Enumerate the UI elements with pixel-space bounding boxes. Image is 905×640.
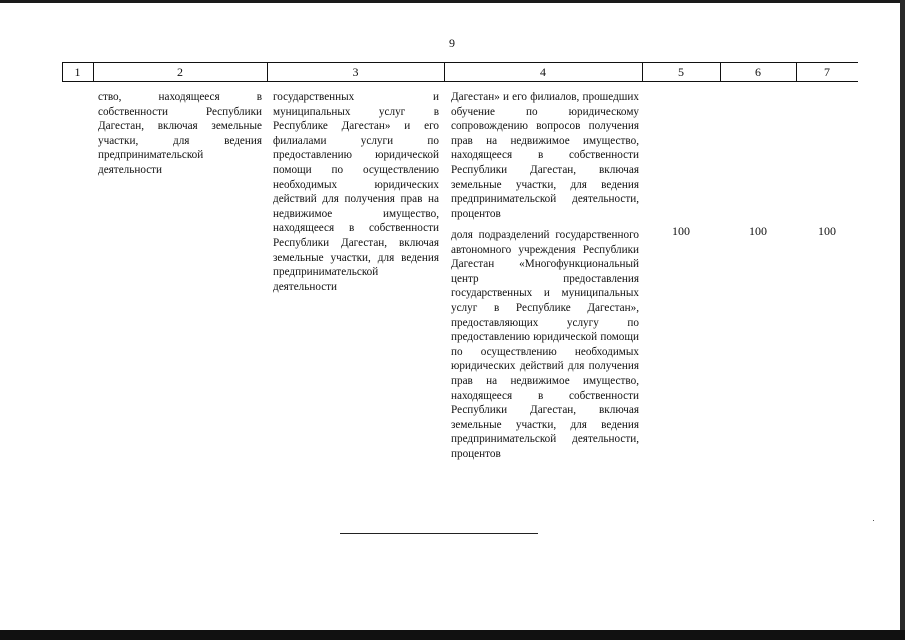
cell-col5-value: 100 [672, 224, 690, 238]
table-top-border [62, 62, 858, 63]
document-end-line [340, 533, 538, 534]
cell-col6-value: 100 [749, 224, 767, 238]
column-number-2: 2 [177, 65, 183, 79]
column-number-1: 1 [74, 65, 81, 79]
column-number-6: 6 [755, 65, 761, 79]
cell-col2: ство, находящееся в собственности Республики Дагестан, включая земельные участки, для ведения предпринимательской деятельности [98, 91, 262, 176]
scan-edge-top [0, 0, 905, 3]
column-number-3: 3 [352, 65, 359, 79]
scan-edge-bottom [0, 630, 905, 640]
column-number-7: 7 [824, 65, 830, 79]
cell-col3: государственных и муниципальных услуг в Республике Дагестан» и его филиалами услуги по предоставлению юридической помощи по осуществлению необходимых юридических действий для получения прав на недвижимое имущество, находящееся в собственности Республики Дагестан, включая земельные участки, для ведения предпринимательской деятельности [273, 91, 439, 293]
page-number: 9 [449, 36, 455, 50]
cell-col4-indicator-1: Дагестан» и его филиалов, прошедших обучение по юридическому сопровождению вопросов получения прав на недвижимое имущество, находящееся в собственности Республики Дагестан, включая земельные участки, для ведения предпринимательской деятельности, процентов [451, 91, 639, 220]
scan-edge-right [900, 0, 905, 640]
column-number-5: 5 [678, 65, 684, 79]
table-header-bottom-border [62, 81, 858, 82]
scan-speck [873, 520, 874, 521]
column-number-4: 4 [540, 65, 546, 79]
cell-col7-value: 100 [818, 224, 836, 238]
cell-col4-indicator-2: доля подразделений государственного автономного учреждения Республики Дагестан «Многофункциональный центр предоставления государственных и муниципальных услуг в Республике Дагестан», предоставляющих услугу по предоставлению юридической помощи по осуществлению необходимых юридических действий для получения прав на недвижимое имущество, находящееся в собственности Республики Дагестан, включая земельные участки, для ведения предпринимательской деятельности, процентов [451, 229, 639, 460]
